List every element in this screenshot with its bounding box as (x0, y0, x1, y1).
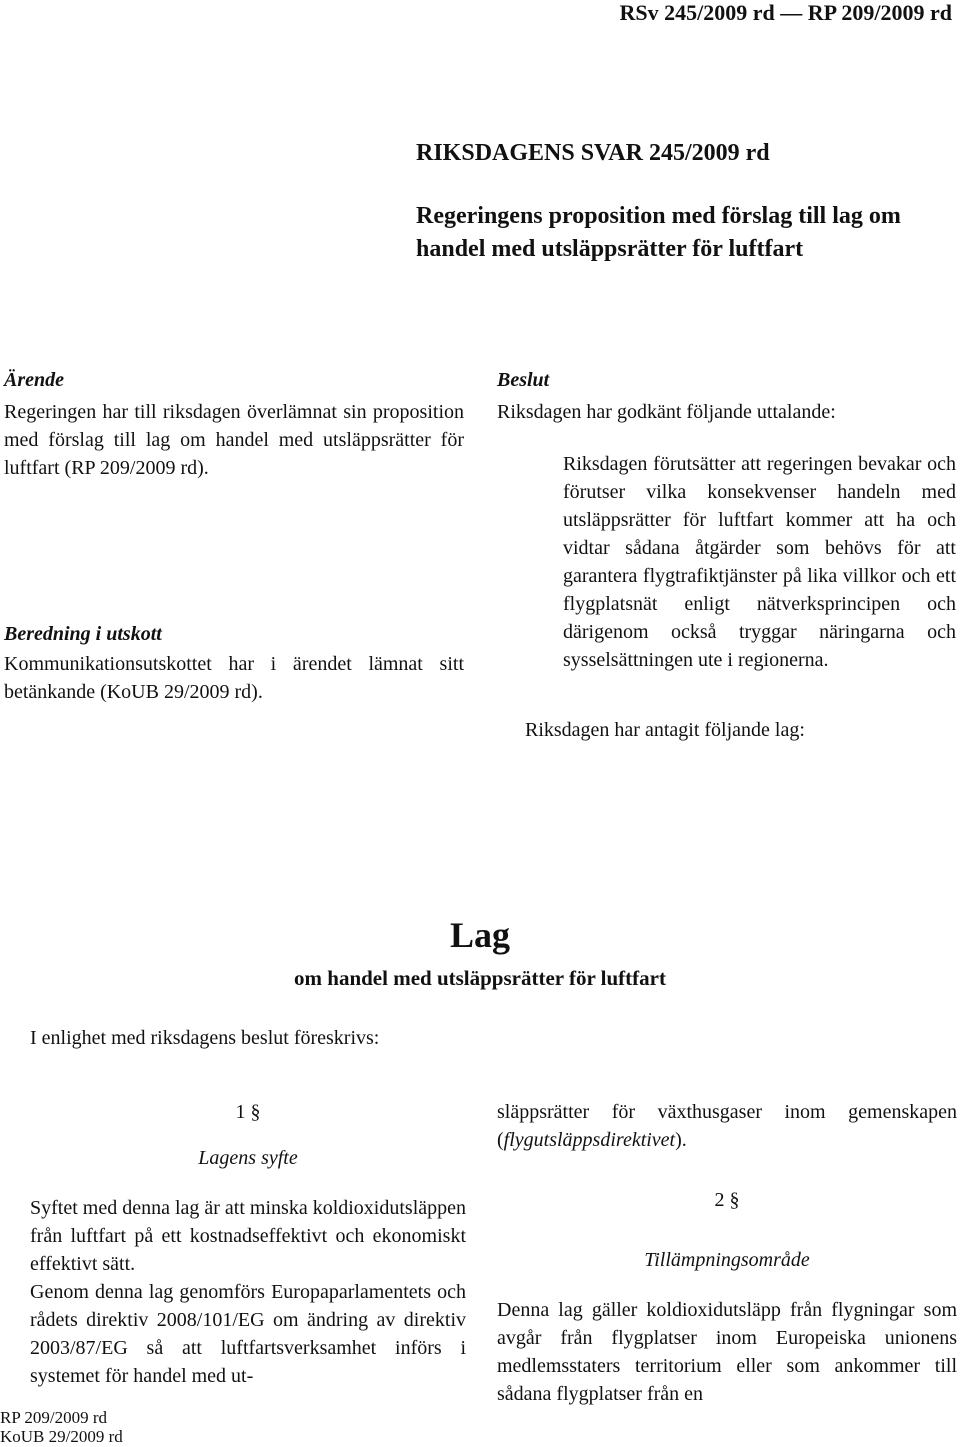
law-left-column (30, 1098, 466, 1390)
beredning-text: Kommunikationsutskottet har i ärendet lämnat sitt betänkande (KoUB 29/2009 rd). (4, 653, 464, 703)
section-1-paragraph-2-continued (497, 1098, 957, 1154)
arende-section (4, 366, 464, 482)
directive-short-name: flygutsläppsdirektivet (503, 1129, 676, 1151)
arende-text: Regeringen har till riksdagen överlämnat sin proposition med förslag till lag om handel med utsläppsrätter för luftfart (RP 209/2009 rd). (4, 401, 464, 479)
law-right-column (497, 1098, 957, 1408)
section-1-number: 1 § (235, 1101, 261, 1123)
paragraph-2-continued-text: släppsrätter för växthusgaser inom gemenskapen ( (497, 1101, 957, 1151)
running-header: RSv 245/2009 rd — RP 209/2009 rd (619, 0, 952, 25)
law-title: Lag (449, 915, 510, 955)
document-title: RIKSDAGENS SVAR 245/2009 rd (416, 140, 770, 166)
footer-line-1: RP 209/2009 rd (0, 1408, 108, 1427)
beredning-section (4, 620, 464, 706)
document-subtitle: Regeringens proposition med förslag till lag om handel med utsläppsrätter för luftfart (416, 203, 901, 262)
footer-references (0, 1408, 123, 1446)
law-preamble: I enlighet med riksdagens beslut föreskrivs: (30, 1027, 380, 1049)
section-1-paragraph-1: Syftet med denna lag är att minska koldioxidutsläppen från luftfart på ett kostnadseffektivt och ekonomiskt effektivt sätt. (30, 1197, 467, 1275)
beslut-heading: Beslut (497, 369, 550, 391)
beslut-section (497, 366, 957, 426)
section-1-paragraph-2: Genom denna lag genomförs Europaparlamentets och rådets direktiv 2008/101/EG om ändring av direktiv 2003/87/EG så att luftfartsverksamhet införs i systemet för handel med ut- (30, 1281, 466, 1387)
beslut-intro: Riksdagen har godkänt följande uttalande: (497, 401, 836, 423)
beredning-heading: Beredning i utskott (4, 623, 162, 645)
beslut-statement: Riksdagen förutsätter att regeringen bevakar och förutser vilka konsekvenser handeln med utsläppsrätter för luftfart kommer att ha och vidtar sådana åtgärder som behövs för att garantera flygtrafiktjänster på lika villkor och ett flygplatsnät enligt nätverksprincipen och därigenom också tryggar näringarna och sysselsättningen ute i regionerna. (563, 453, 956, 671)
beslut-law-intro: Riksdagen har antagit följande lag: (525, 719, 805, 741)
arende-heading: Ärende (4, 369, 64, 391)
paragraph-2-continued-end: ). (675, 1129, 687, 1151)
section-1-title: Lagens syfte (198, 1147, 298, 1169)
law-subtitle: om handel med utsläppsrätter för luftfart (294, 966, 666, 990)
section-2-paragraph-1: Denna lag gäller koldioxidutsläpp från flygningar som avgår från flygplatser inom Europeiska unionens medlemsstaters territorium eller som ankommer till sådana flygplatser från en (497, 1299, 957, 1405)
footer-line-2: KoUB 29/2009 rd (0, 1427, 123, 1446)
section-2-number: 2 § (714, 1189, 740, 1211)
section-2-title: Tillämpningsområde (644, 1249, 810, 1271)
